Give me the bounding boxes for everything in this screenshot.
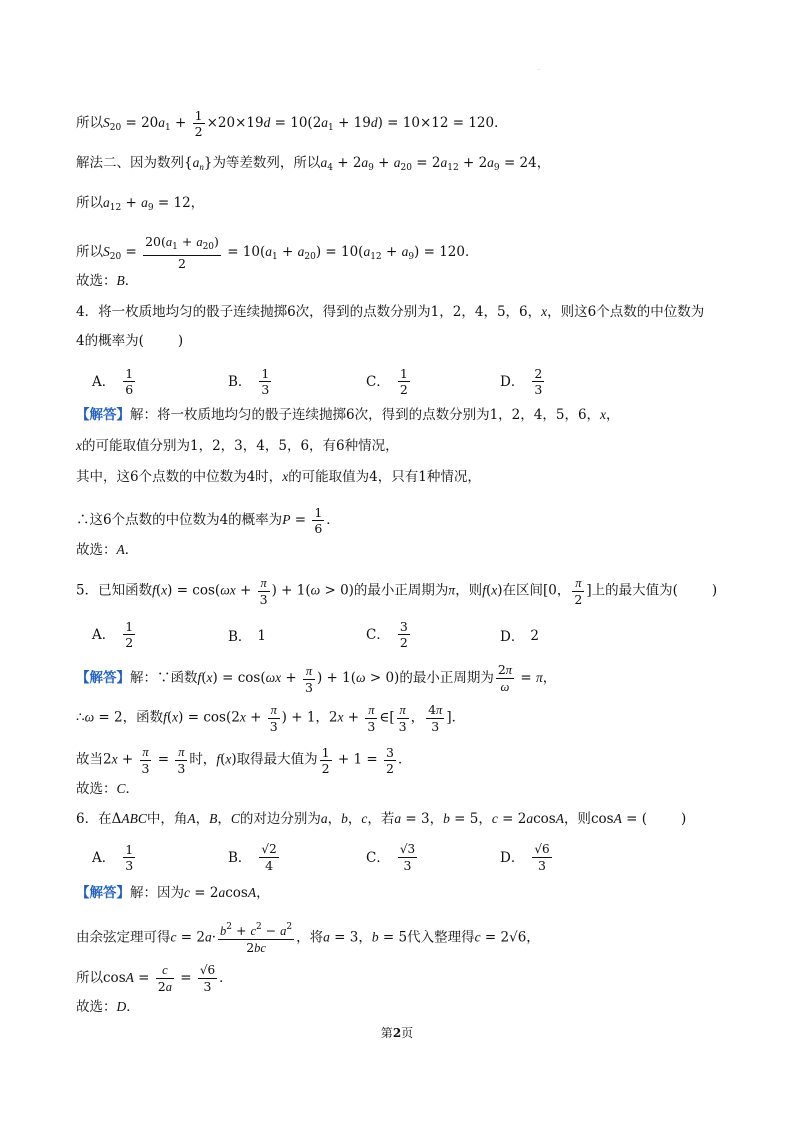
answer-line-q3: 故选：B． <box>76 273 139 289</box>
solution-6-line-3: 所以cosA = $\frac{c}{2a}$ = $\frac{√6}{3}$ ． <box>76 963 233 994</box>
solution-line-sum: 所以$a_{12} + a_9 = 12$， <box>76 195 205 213</box>
q4-option-c: C． $\frac{1}{2}$ <box>366 366 408 397</box>
solution-4-line-3: 其中，这6个点数的中位数为4时，x的可能取值为4，只有1种情况， <box>76 469 481 485</box>
page-number: 第2页 <box>380 1026 414 1040</box>
solution-5-line-3: 故当2x + $\frac{\pi}{3}$ = $\frac{\pi}{3}$ 时，f(x)取得最大值为 $\frac{1}{2}$ + 1 = $\frac{3}{2}$ ． <box>76 744 412 776</box>
question-5-text: 5．已知函数f(x) = cos(ωx + $\frac{\pi}{3}$ ) + 1(ω > 0)的最小正周期为π，则f(x)在区间[0， $\frac{\pi}{2}$ ]上的最大值为( ) <box>76 576 718 607</box>
jieda-tag: 【解答】 <box>76 407 130 423</box>
solution-6-line-2: 由余弦定理可得c = 2a· $\frac{b^2 + c^2 - a^2}{2bc}$ ，将a = 3，b = 5代入整理得c = 2√6， <box>76 922 540 955</box>
solution-line-s20: 所以$S_{20} = 20a_1$ + $\frac{1}{2}$ $\times 20\times 19d = 10(2a_1 + 19d) = 10\times 12 = 120$． <box>76 108 508 139</box>
q4-option-a: A． $\frac{1}{6}$ <box>92 366 134 397</box>
solution-4-line-4: ∴这6个点数的中位数为4的概率为P = $\frac{1}{6}$ ． <box>76 505 340 536</box>
solution-4-line-2: x的可能取值分别为1，2，3，4，5，6，有6种情况， <box>76 438 399 454</box>
q6-option-a: A． $\frac{1}{3}$ <box>92 842 134 873</box>
q5-option-c: C． $\frac{3}{2}$ <box>366 619 408 650</box>
solution-line-s20-method2: 所以$S_{20}$ = $\frac{20(a_1 + a_{20})}{2}$ = $10(a_1 + a_{20}) = 10(a_{12} + a_9) = 120$． <box>76 234 479 271</box>
solution-method-two: 解法二、因为数列$\{a_n\}$为等差数列，所以$a_4 + 2a_9 + a_{20} = 2a_{12} + 2a_9 = 24$， <box>76 155 551 173</box>
q4-option-b: B． $\frac{1}{3}$ <box>228 366 270 397</box>
answer-line-q6: 故选：D． <box>76 999 140 1015</box>
corner-mark: · <box>538 67 540 74</box>
q6-option-d: D． $\frac{√6}{3}$ <box>500 842 550 873</box>
question-6-text: 6．在ΔABC中，角A，B，C的对边分别为a，b，c，若a = 3，b = 5，c = 2acosA，则cosA = ( ) <box>76 811 687 827</box>
q5-option-d: D． 2 <box>500 628 539 645</box>
answer-line-q4: 故选：A． <box>76 542 139 558</box>
jieda-tag: 【解答】 <box>76 885 130 901</box>
solution-5-line-2: ∴ω = 2，函数f(x) = cos(2x + $\frac{\pi}{3}$ ) + 1，2x + $\frac{\pi}{3}$ ∈[ $\frac{\pi}{3}$ ， $\frac{4\pi}{3}$ ]． <box>76 702 466 734</box>
question-4-text-cont: 4的概率为( ) <box>76 333 184 349</box>
q6-option-c: C． $\frac{√3}{3}$ <box>366 842 416 873</box>
solution-4-line-1: 【解答】解：将一枚质地均匀的骰子连续抛掷6次，得到的点数分别为1，2，4，5，6，x， <box>76 407 620 423</box>
q5-option-b: B． 1 <box>228 628 267 645</box>
jieda-tag: 【解答】 <box>76 670 130 686</box>
q6-option-b: B． $\frac{√2}{4}$ <box>228 842 277 873</box>
q5-option-a: A． $\frac{1}{2}$ <box>92 619 134 650</box>
solution-5-line-1: 【解答】解：∵函数f(x) = cos(ωx + $\frac{\pi}{3}$ ) + 1(ω > 0)的最小正周期为 $\frac{2\pi}{\omega}$ = π， <box>76 662 557 695</box>
solution-6-line-1: 【解答】解：因为c = 2acosA， <box>76 885 270 901</box>
q4-option-d: D． $\frac{2}{3}$ <box>500 366 543 397</box>
question-4-text: 4．将一枚质地均匀的骰子连续抛掷6次，得到的点数分别为1，2，4，5，6，x，则这6个点数的中位数为 <box>76 304 705 320</box>
answer-line-q5: 故选：C． <box>76 781 140 797</box>
